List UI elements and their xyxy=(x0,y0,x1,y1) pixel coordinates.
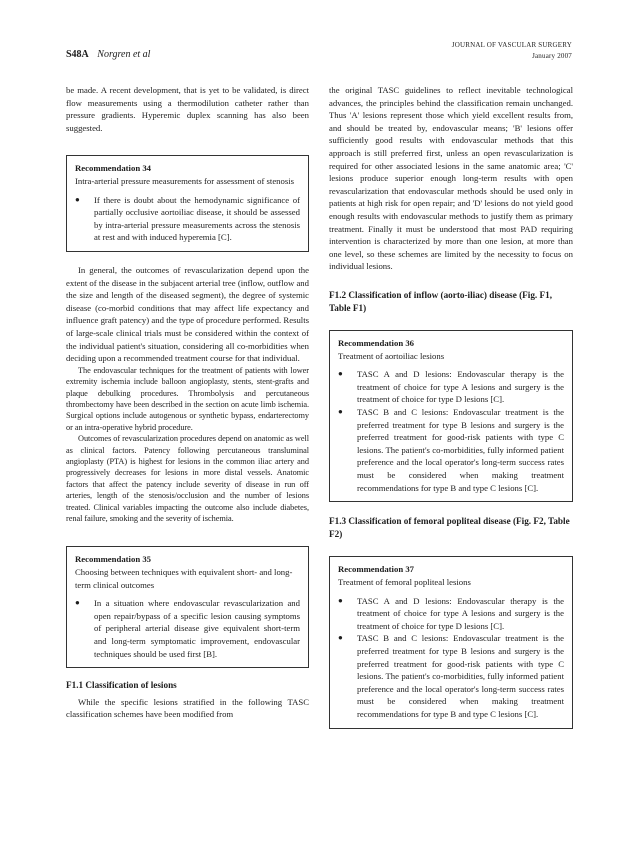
recommendation-37-title: Recommendation 37 xyxy=(338,564,415,575)
recommendation-35-bullet xyxy=(75,597,300,660)
recommendation-34-box xyxy=(66,155,309,252)
recommendation-34-subtitle: Intra-arterial pressure measurements for assessment of stenosis xyxy=(75,175,295,186)
intro-paragraph: be made. A recent development, that is yet to be validated, is direct flow measurements using a thermodilution catheter rather than pressure gradients. Hyperemic duplex scanning has also been suggested. xyxy=(66,85,309,133)
left-column xyxy=(66,84,309,721)
running-header-right xyxy=(452,40,572,61)
bullet-text: TASC B and C lesions: Endovascular treatment is the preferred treatment for type B lesions and surgery is the preferred treatment for good-risk patients with type C lesions. The patient's co-morbidities, fully informed patient preference and the local operator's long-term success rates must be considered when making treatment recommendations for type B and type C lesions [C]. xyxy=(357,407,564,493)
bullet-text: TASC B and C lesions: Endovascular treatment is the preferred treatment for type B lesions and surgery is the preferred treatment for good-risk patients with type C lesions. The patient's co-morbidities, fully informed patient preference and the local operator's long-term success rates must be considered when making treatment recommendations for type B and type C lesions [C]. xyxy=(357,633,564,719)
bullet-icon: ● xyxy=(75,194,80,204)
bullet-text: If there is doubt about the hemodynamic significance of partially occlusive aortoiliac disease, it should be assessed by intra-arterial pressure measurements across the stenosis at rest and with induced hyperemia [C]. xyxy=(94,194,300,243)
recommendation-35-title: Recommendation 35 xyxy=(75,554,152,565)
recommendation-36-subtitle: Treatment of aortoiliac lesions xyxy=(338,350,445,361)
bullet-text: TASC A and D lesions: Endovascular therapy is the treatment of choice for type A lesions and surgery is the treatment of choice for type D lesions [C]. xyxy=(357,595,564,631)
recommendation-35-subtitle: Choosing between techniques with equivalent short- and long-term clinical outcomes xyxy=(75,566,293,590)
bullet-icon: ● xyxy=(75,598,80,608)
journal-name: JOURNAL OF VASCULAR SURGERY xyxy=(451,41,572,49)
bullet-icon: ● xyxy=(338,633,343,643)
recommendation-34-bullet xyxy=(75,194,300,244)
issue-date: January 2007 xyxy=(532,51,572,60)
bullet-icon: ● xyxy=(338,407,343,417)
section-heading-f1-2: F1.2 Classification of inflow (aorto-iliac) disease (Fig. F1, Table F1) xyxy=(329,289,553,313)
recommendation-36-title: Recommendation 36 xyxy=(338,338,415,349)
bullet-icon: ● xyxy=(338,595,343,605)
running-header-left xyxy=(66,49,150,60)
bullet-text: TASC A and D lesions: Endovascular therapy is the treatment of choice for type A lesions and surgery is the treatment of choice for type D lesions [C]. xyxy=(357,369,564,405)
paragraph-endovascular-techniques: The endovascular techniques for the treatment of patients with lower extremity ischemia include balloon angioplasty, stents, stent-grafts and plaque debulking procedures. Thrombolysis and percutaneous thrombectomy have been described in the section on acute limb ischemia. Surgical options include autogenous or synthetic bypass, endarterectomy or an intra-operative hybrid procedure. xyxy=(66,365,309,432)
bullet-text: In a situation where endovascular revascularization and open repair/bypass of a specific lesion causing symptoms of peripheral arterial disease give equivalent short-term and long-term symptomatic improvement, endovascular techniques should be used first [B]. xyxy=(94,598,300,659)
page-number: S48A xyxy=(66,49,89,60)
paragraph-f1-1: While the specific lesions stratified in the following TASC classification schemes have been modified from xyxy=(66,696,309,720)
recommendation-36-box xyxy=(329,330,573,502)
recommendation-37-subtitle: Treatment of femoral popliteal lesions xyxy=(338,577,471,587)
paragraph-general-outcomes: In general, the outcomes of revascularization depend upon the extent of the disease in the subjacent arterial tree (inflow, outflow and the size and length of the diseased segment), the degree of systemic disease (co-morbid conditions that may affect life expectancy and influence graft patency) and the type of procedure performed. Results of large-scale clinical trials must be considered within the context of the individual patient's situation, considering all co-morbidities when deciding upon a recommended treatment course for that individual. xyxy=(66,264,309,364)
paragraph-tasc-principles: the original TASC guidelines to reflect inevitable technological advances, the principles behind the classification remain unchanged. Thus 'A' lesions represent those which yield excellent results from, and should be treated by, endovascular means; 'B' lesions offer sufficiently good results with endovascular methods that this approach is still preferred first, unless an open revascularization is required for other associated lesions in the same anatomic area; 'C' lesions produce superior enough long-term results with open revascularization that endovascular methods should be used only in patients at high risk for open repair; and 'D' lesions do not yield good enough results with endovascular methods to justify them as primary treatment. Finally it must be understood that most PAD requiring intervention is characterized by more than one lesion, at more than one level, so these schemes are limited by the necessity to focus on individual lesions. xyxy=(329,85,573,272)
section-heading-f1-1: F1.1 Classification of lesions xyxy=(66,680,177,691)
recommendation-34-title: Recommendation 34 xyxy=(75,163,152,174)
section-heading-f1-3: F1.3 Classification of femoral popliteal disease (Fig. F2, Table F2) xyxy=(329,516,570,539)
bullet-icon: ● xyxy=(338,369,343,379)
recommendation-35-box xyxy=(66,546,309,668)
paragraph-outcome-factors: Outcomes of revascularization procedures depend on anatomic as well as clinical factors. Patency following percutaneous transluminal angioplasty (PTA) is highest for lesions in the common iliac artery and progressively decreases for lesions in more distal vessels. Anatomic factors that affect the patency include severity of disease in run off arteries, length of the stenosis/occlusion and the number of lesions treated. Clinical variables impacting the outcome also include diabetes, renal failure, smoking and the severity of ischemia. xyxy=(66,434,309,523)
right-column xyxy=(329,84,573,729)
recommendation-36-bullet xyxy=(338,406,564,494)
recommendation-37-box xyxy=(329,556,573,728)
recommendation-37-bullet xyxy=(338,632,564,720)
author-line: Norgren et al xyxy=(97,49,151,60)
recommendation-37-bullet xyxy=(338,595,564,633)
recommendation-36-bullet xyxy=(338,368,564,406)
